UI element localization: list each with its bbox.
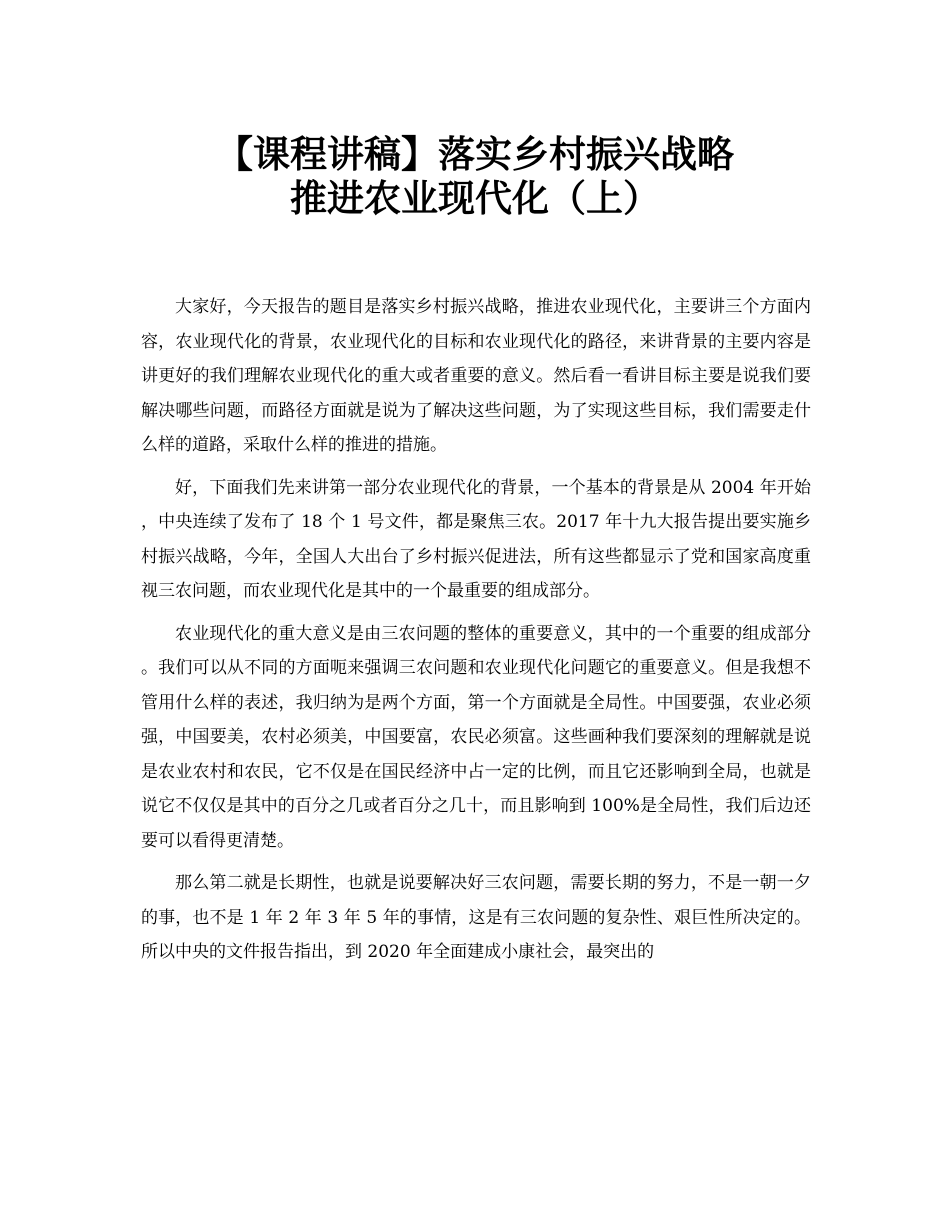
document-body — [141, 290, 811, 978]
document-title-line-2: 推进农业现代化（上） — [290, 177, 660, 220]
paragraph-1: 大家好，今天报告的题目是落实乡村振兴战略，推进农业现代化，主要讲三个方面内容，农业现代化的背景，农业现代化的目标和农业现代化的路径，来讲背景的主要内容是讲更好的我们理解农业现代化的重大或者重要的意义。然后看一看讲目标主要是说我们要解决哪些问题，而路径方面就是说为了解决这些问题，为了实现这些目标，我们需要走什么样的道路，采取什么样的推进的措施。 — [141, 297, 811, 455]
paragraph-4: 那么第二就是长期性，也就是说要解决好三农问题，需要长期的努力，不是一朝一夕的事，也不是 1 年 2 年 3 年 5 年的事情，这是有三农问题的复杂性、艰巨性所决定的。所以中央的文件报告指出，到 2020 年全面建成小康社会，最突出的 — [141, 873, 811, 962]
paragraph-2: 好，下面我们先来讲第一部分农业现代化的背景，一个基本的背景是从 2004 年开始，中央连续了发布了 18 个 1 号文件，都是聚焦三农。2017 年十九大报告提出要实施乡村振兴战略，今年，全国人大出台了乡村振兴促进法，所有这些都显示了党和国家高度重视三农问题，而农业现代化是其中的一个最重要的组成部分。 — [141, 477, 811, 601]
document-title-line-1: 【课程讲稿】落实乡村振兴战略 — [216, 133, 734, 176]
paragraph-3: 农业现代化的重大意义是由三农问题的整体的重要意义，其中的一个重要的组成部分。我们可以从不同的方面呃来强调三农问题和农业现代化问题它的重要意义。但是我想不管用什么样的表述，我归纳为是两个方面，第一个方面就是全局性。中国要强，农业必须强，中国要美，农村必须美，中国要富，农民必须富。这些画种我们要深刻的理解就是说是农业农村和农民，它不仅是在国民经济中占一定的比例，而且它还影响到全局，也就是说它不仅仅是其中的百分之几或者百分之几十，而且影响到 100%是全局性，我们后边还要可以看得更清楚。 — [141, 623, 811, 851]
